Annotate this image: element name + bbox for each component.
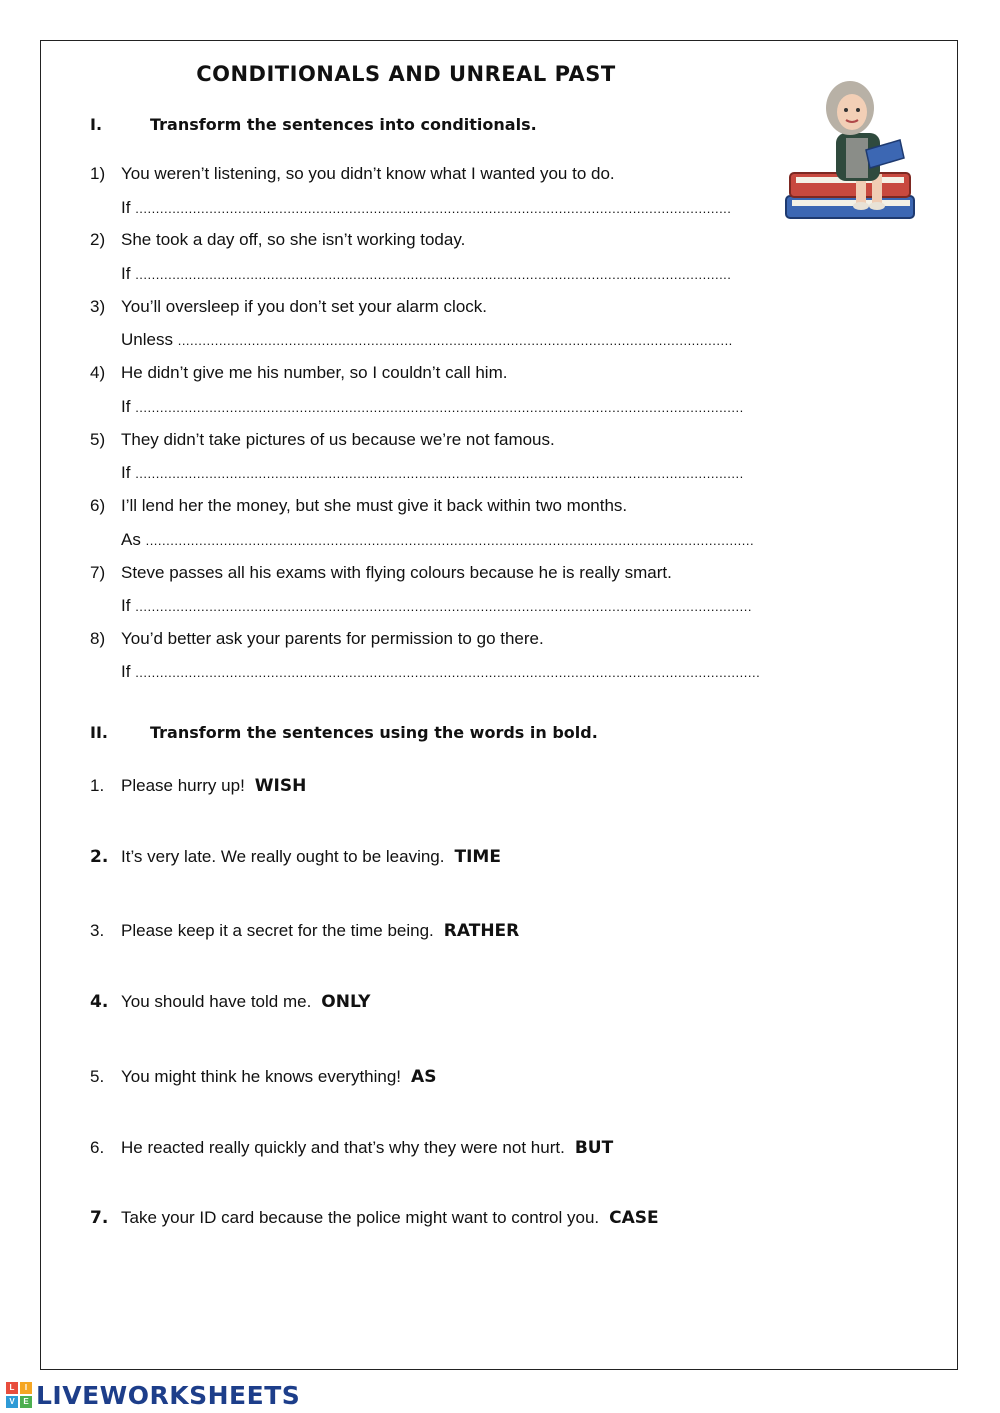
list-item: 1. Please hurry up! WISH: [90, 776, 307, 796]
section-1-heading: [90, 115, 537, 134]
section-1-instruction: Transform the sentences into conditionals.: [150, 115, 537, 134]
list-item: 1) You weren’t listening, so you didn’t know what I wanted you to do.: [90, 164, 615, 183]
teacher-on-books-illustration: [778, 78, 928, 238]
list-item: 5) They didn’t take pictures of us because we’re not famous.: [90, 430, 555, 449]
section-1-number: I.: [90, 115, 103, 134]
list-item: 7) Steve passes all his exams with flying colours because he is really smart.: [90, 563, 672, 582]
answer-line[interactable]: If .................................................................................................................................................: [121, 264, 732, 283]
answer-line[interactable]: Unless .......................................................................................................................................: [121, 330, 733, 349]
answer-line[interactable]: If ....................................................................................................................................................: [121, 397, 744, 416]
liveworksheets-logo[interactable]: [6, 1380, 300, 1410]
keyword-bold: CASE: [609, 1208, 659, 1228]
keyword-bold: AS: [411, 1067, 437, 1087]
section-2-heading: [90, 723, 598, 742]
logo-grid-icon: L I V E: [6, 1382, 32, 1408]
answer-line[interactable]: If ........................................................................................................................................................: [121, 662, 761, 681]
keyword-bold: TIME: [454, 847, 501, 867]
keyword-bold: BUT: [574, 1138, 614, 1158]
page-title: CONDITIONALS AND UNREAL PAST: [196, 62, 616, 86]
list-item: 6. He reacted really quickly and that’s why they were not hurt. BUT: [90, 1138, 614, 1158]
list-item: 2) She took a day off, so she isn’t working today.: [90, 230, 466, 249]
logo-text: LIVEWORKSHEETS: [36, 1380, 301, 1410]
keyword-bold: WISH: [254, 776, 307, 796]
answer-line[interactable]: If ....................................................................................................................................................: [121, 463, 744, 482]
answer-line[interactable]: If .................................................................................................................................................: [121, 198, 732, 217]
list-item: 3) You’ll oversleep if you don’t set your alarm clock.: [90, 297, 487, 316]
list-item: 4. You should have told me. ONLY: [90, 992, 371, 1012]
list-item: 3. Please keep it a secret for the time being. RATHER: [90, 921, 520, 941]
answer-line[interactable]: As ....................................................................................................................................................: [121, 530, 755, 549]
list-item: 2. It’s very late. We really ought to be leaving. TIME: [90, 847, 501, 867]
answer-line[interactable]: If ......................................................................................................................................................: [121, 596, 752, 615]
list-item: 6) I’ll lend her the money, but she must give it back within two months.: [90, 496, 628, 515]
section-2-number: II.: [90, 723, 108, 742]
keyword-bold: RATHER: [443, 921, 520, 941]
section-2-instruction: Transform the sentences using the words in bold.: [150, 723, 598, 742]
list-item: 5. You might think he knows everything! AS: [90, 1067, 437, 1087]
keyword-bold: ONLY: [321, 992, 371, 1012]
list-item: 8) You’d better ask your parents for permission to go there.: [90, 629, 544, 648]
list-item: 4) He didn’t give me his number, so I couldn’t call him.: [90, 363, 508, 382]
list-item: 7. Take your ID card because the police might want to control you. CASE: [90, 1208, 659, 1228]
